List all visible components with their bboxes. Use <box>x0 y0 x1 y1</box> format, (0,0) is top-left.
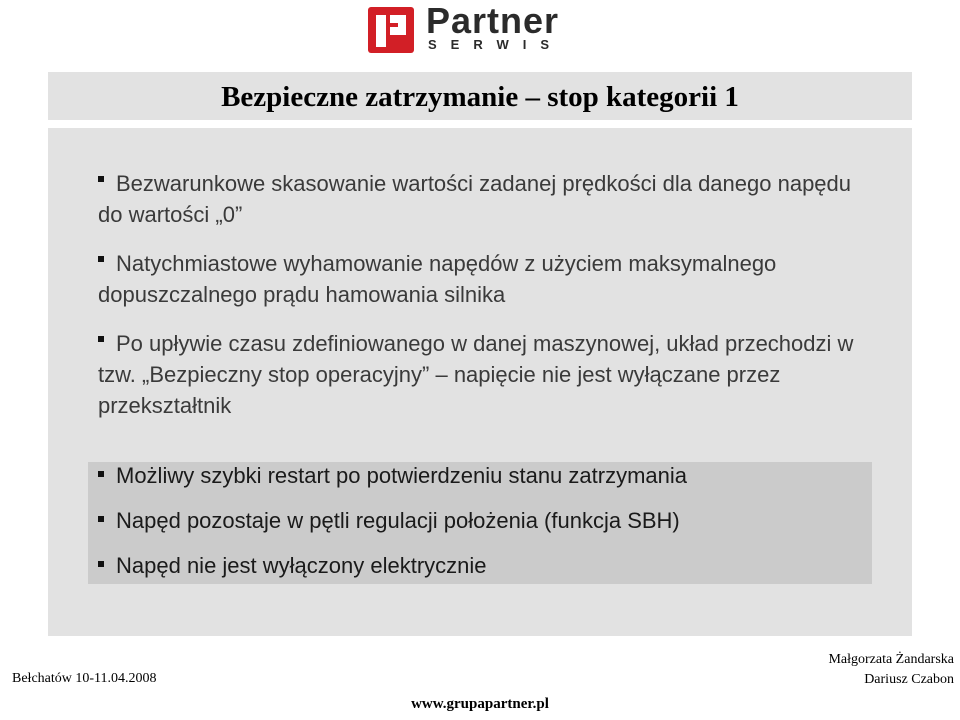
partner-logo-mark-icon <box>368 7 414 53</box>
bullet-item <box>98 168 858 230</box>
title-panel <box>48 72 912 120</box>
bullet-square-icon <box>98 561 104 567</box>
slide-title: Bezpieczne zatrzymanie – stop kategorii 1 <box>221 81 739 113</box>
highlight-text: Napęd pozostaje w pętli regulacji położenia (funkcja SBH) <box>116 508 680 533</box>
bullet-item <box>98 328 858 421</box>
highlight-item <box>98 508 680 534</box>
footer-website: www.grupapartner.pl <box>411 696 549 712</box>
bullet-square-icon <box>98 516 104 522</box>
partner-serwis-logo <box>368 0 598 55</box>
bullet-square-icon <box>98 471 104 477</box>
highlight-item <box>98 553 487 579</box>
bullet-square-icon <box>98 256 104 262</box>
footer-location-date: Bełchatów 10-11.04.2008 <box>12 671 157 686</box>
logo-subline: SERWIS <box>428 37 564 52</box>
bullet-text: Bezwarunkowe skasowanie wartości zadanej prędkości dla danego napędu do wartości „0” <box>98 171 852 227</box>
footer-author-2: Dariusz Czabon <box>864 672 954 687</box>
highlight-text: Możliwy szybki restart po potwierdzeniu stanu zatrzymania <box>116 463 688 488</box>
footer-authors <box>828 650 954 690</box>
bullet-item <box>98 248 858 310</box>
highlight-panel <box>88 462 872 584</box>
bullet-text: Po upływie czasu zdefiniowanego w danej maszynowej, układ przechodzi w tzw. „Bezpieczny stop operacyjny” – napięcie nie jest wyłączane przez przekształtnik <box>98 331 854 418</box>
logo-wordmark: Partner <box>426 0 560 41</box>
highlight-text: Napęd nie jest wyłączony elektrycznie <box>116 553 487 578</box>
highlight-item <box>98 463 687 489</box>
bullet-square-icon <box>98 176 104 182</box>
bullet-text: Natychmiastowe wyhamowanie napędów z użyciem maksymalnego dopuszczalnego prądu hamowania silnika <box>98 251 777 307</box>
footer-author-1: Małgorzata Żandarska <box>828 652 954 667</box>
bullet-square-icon <box>98 336 104 342</box>
